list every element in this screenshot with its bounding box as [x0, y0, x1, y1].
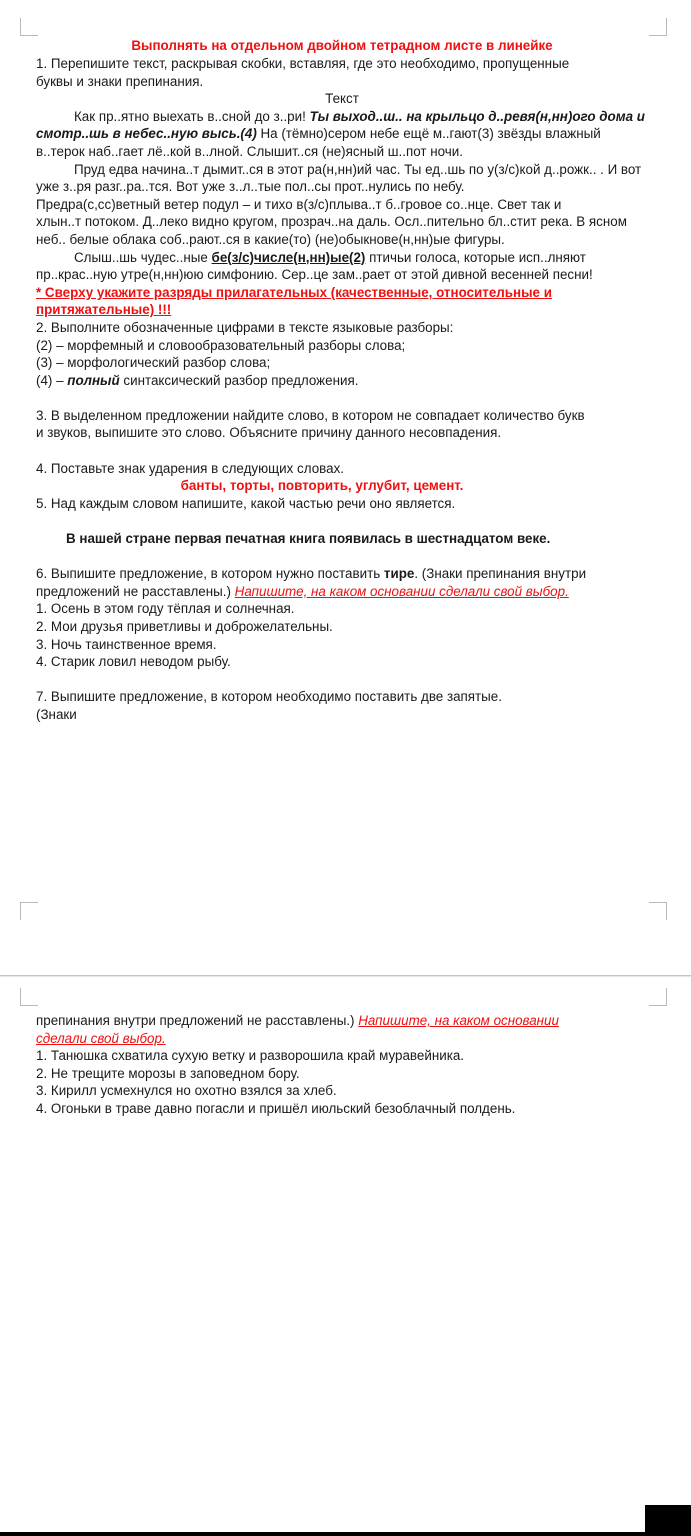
page-one-content — [36, 36, 648, 724]
text-paragraph-4 — [36, 249, 648, 284]
spacer-before-task-3 — [36, 389, 648, 407]
task-1-line-1: 1. Перепишите текст, раскрывая скобки, вставляя, где это необходимо, пропущенные — [36, 56, 570, 71]
paragraph-4-marked-word: бе(з/с)числе(н,нн)ые(2) — [211, 249, 366, 265]
task-3-line-2: и звуков, выпишите это слово. Объясните причину данного несовпадения. — [36, 425, 502, 441]
text-paragraph-3-line-2: хлын..т потоком. Д..леко видно кругом, прозрач..на даль. Осл..пительно бл..стит река. В ясном неб.. белые облака соб..рают..ся в какие(то) (не)обыкнове(н,нн)ые фигуры. — [36, 214, 627, 247]
text-section-heading: Текст — [325, 91, 359, 107]
task-2-item-3 — [36, 372, 648, 390]
task-7-option-3: 3. Кирилл усмехнулся но охотно взялся за хлеб. — [36, 1083, 337, 1099]
task-3-line-1: 3. В выделенном предложении найдите слово, в котором не совпадает количество букв — [36, 407, 585, 423]
crop-mark-top-right — [649, 18, 667, 36]
task-7-instruction-note-line-2: сделали свой выбор. — [36, 1030, 166, 1046]
crop-mark-page2-top-left — [20, 988, 38, 1006]
task-6-keyword: тире — [383, 566, 415, 582]
paragraph-4-part-b: птичьи голоса, которые исп..лняют пр..крас..ную утре(н,нн)юю симфонию. Сер..це зам..рает от этой дивной весенней песни! — [36, 249, 593, 283]
task-7-line-1: 7. Выпишите предложение, в котором необходимо поставить две запятые. — [36, 689, 502, 705]
task-6-instruction-note: Напишите, на каком основании сделали свой выбор. — [234, 583, 569, 599]
task-6-option-4: 4. Старик ловил неводом рыбу. — [36, 654, 231, 670]
spacer-before-task-7 — [36, 671, 648, 689]
task-1-line-2: буквы и знаки препинания. — [36, 73, 204, 89]
spacer-before-task-4 — [36, 442, 648, 460]
spacer-before-task-6 — [36, 548, 648, 566]
task-7-continuation — [36, 1012, 648, 1030]
task-6-option-2: 2. Мои друзья приветливы и доброжелательны. — [36, 619, 333, 634]
task-6-heading — [36, 565, 648, 600]
paragraph-1-part-b: На (тёмно)сером небе ещё м..гают(3) звёзды влажный в..терок наб..гает лё..кой в..лной. Слышит..ся (не)ясный ш..пот ночи. — [36, 126, 601, 159]
crop-mark-bottom-left — [20, 902, 38, 920]
task-6-option-1: 1. Осень в этом году тёплая и солнечная. — [36, 601, 295, 617]
crop-mark-bottom-right — [649, 902, 667, 920]
task-7-option-2: 2. Не трещите морозы в заповедном бору. — [36, 1065, 300, 1081]
task-7-instruction-note-line-1: Напишите, на каком основании — [358, 1013, 559, 1028]
page-break-separator — [0, 975, 691, 977]
task-7-continuation-part-a: препинания внутри предложений не расставлены.) — [36, 1013, 359, 1028]
task-6-part-b: . (Знаки препинания внутри предложений не расставлены.) — [36, 566, 587, 599]
text-paragraph-3-line-1: Предра(с,сс)ветный ветер подул – и тихо в(з/с)плыва..т б..гровое со..нце. Свет так и — [36, 196, 562, 212]
task-7-line-2: (Знаки — [36, 706, 77, 722]
bottom-black-strip — [0, 1532, 691, 1536]
task-2-item-1: (2) – морфемный и словообразовательный разборы слова; — [36, 337, 406, 353]
task-4-heading: 4. Поставьте знак ударения в следующих словах. — [36, 460, 344, 476]
task-2-item-3-part-a: (4) – — [36, 372, 68, 388]
task-2-item-3-part-b: синтаксический разбор предложения. — [119, 372, 359, 388]
task-7-option-4: 4. Огоньки в траве давно погасли и пришёл июльский безоблачный полдень. — [36, 1100, 516, 1116]
task-6-option-3: 3. Ночь таинственное время. — [36, 636, 217, 652]
text-paragraph-2: Пруд едва начина..т дымит..ся в этот ра(н,нн)ий час. Ты ед..шь по у(з/с)кой д..рожк.. . И вот уже з..ря разг..ра..тся. Вот уже з..л..тые пол..сы прот..нулись по небу. — [36, 161, 642, 195]
task-5-sentence: В нашей стране первая печатная книга появилась в шестнадцатом веке. — [66, 531, 551, 547]
task-2-item-2: (3) – морфологический разбор слова; — [36, 355, 271, 371]
paragraph-4-part-a: Слыш..шь чудес..ные — [74, 249, 212, 265]
document-header-note: Выполнять на отдельном двойном тетрадном листе в линейке — [131, 38, 553, 53]
task-4-word-list: банты, торты, повторить, углубит, цемент. — [180, 478, 464, 494]
page-two-content — [36, 1012, 648, 1118]
task-6-part-a: 6. Выпишите предложение, в котором нужно поставить — [36, 566, 384, 582]
task-5-heading: 5. Над каждым словом напишите, какой частью речи оно является. — [36, 495, 456, 511]
text-paragraph-1 — [36, 108, 648, 161]
crop-mark-top-left — [20, 18, 38, 36]
adjective-categories-note: * Сверху укажите разряды прилагательных (качественные, относительные и притяжательные) !!! — [36, 284, 552, 318]
paragraph-1-highlighted-sentence: Ты выход..ш.. на крыльцо д..ревя(н,нн)ого дома и смотр..шь в небес..ную высь.(4) — [36, 108, 645, 142]
paragraph-1-part-a: Как пр..ятно выехать в..сной до з..ри! — [74, 108, 310, 124]
spacer-before-task-5-sentence — [36, 512, 648, 530]
task-2-item-3-emphasis: полный — [67, 372, 120, 388]
task-2-heading: 2. Выполните обозначенные цифрами в тексте языковые разборы: — [36, 319, 454, 335]
crop-mark-page2-top-right — [649, 988, 667, 1006]
task-7-option-1: 1. Танюшка схватила сухую ветку и разворошила край муравейника. — [36, 1048, 465, 1064]
